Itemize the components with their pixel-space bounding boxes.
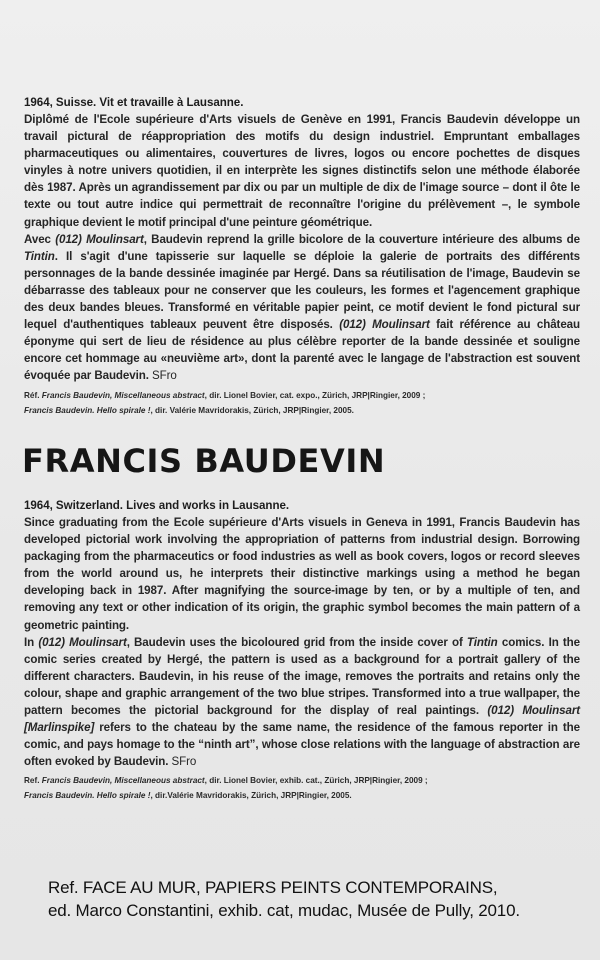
text-run: . Il s'agit d'une tapisserie sur laquelle se déploie la galerie de portraits des différents personnages de la bande dessinée imaginée par Hergé. Dans sa réutilisation de l'image, Baudevin se débarrasse des tableaux pour ne conserver que les couleurs, les formes et l'agencement graphique des deux bandes bleues. Transformé en véritable papier peint, ce motif devient le fond pictural sur lequel d'authentiques tableaux peuvent être disposés.	[24, 249, 580, 332]
caption-line-1: Ref. FACE AU MUR, PAPIERS PEINTS CONTEMPORAINS,	[48, 878, 498, 897]
reference-title: Francis Baudevin, Miscellaneous abstract	[41, 776, 205, 786]
artwork-title: (012) Moulinsart [Marlinspike]	[24, 704, 580, 735]
text-run: In	[24, 635, 39, 649]
text-run: Réf.	[24, 390, 42, 400]
author-signature: SFro	[171, 755, 197, 769]
reference-line	[24, 773, 580, 788]
artwork-title: (012) Moulinsart	[339, 318, 430, 332]
author-signature: SFro	[151, 369, 177, 383]
text-run: fait référence au château éponyme qui sert de lieu de résidence au plus célèbre reporter de la bande dessinée et souligne encore cet hommage au «neuvième art», dont la parenté avec le langage de l'abstraction est souvent évoquée par Baudevin.	[24, 318, 580, 383]
text-run: , dir. Valérie Mavridorakis, Zürich, JRP|Ringier, 2005.	[150, 405, 354, 415]
french-paragraph-1: Diplômé de l'Ecole supérieure d'Arts visuels de Genève en 1991, Francis Baudevin développe un travail pictural de réappropriation des motifs du design industriel. Empruntant emballages pharmaceutiques ou alimentaires, couvertures de livres, logos ou encore pochettes de disques vinyles à notre univers quotidien, il en interprète les signes distinctifs selon une méthode élaborée dès 1987. Après un agrandissement par dix ou par un multiple de dix de l'image source – dont il ôte le texte ou tout autre indice qui permettrait de reconnaître l'origine du prélèvement –, le symbole graphique devient le motif principal d'une peinture géométrique.	[24, 113, 580, 229]
artist-name-heading: FRANCIS BAUDEVIN	[22, 442, 386, 480]
reference-title: Francis Baudevin, Miscellaneous abstract	[41, 390, 205, 400]
reference-title: Francis Baudevin. Hello spirale !	[24, 791, 151, 801]
french-text-section	[24, 94, 580, 418]
artwork-title: (012) Moulinsart	[55, 232, 144, 246]
french-paragraph-2	[24, 231, 580, 385]
english-subhead: 1964, Switzerland. Lives and works in Lausanne.	[24, 499, 290, 512]
text-run: Ref.	[24, 776, 42, 786]
text-run: comics. In the comic series created by Hergé, the pattern is used as a background for a portrait gallery of the different characters. Baudevin, in his reuse of the image, removes the portraits and retains only the colour, shape and graphic arrangement of the two blue stripes. Transformed into a true wallpaper, the pattern becomes the pictorial background for the display of real paintings.	[24, 635, 580, 718]
reference-line	[24, 788, 580, 803]
text-run: , dir. Lionel Bovier, exhib. cat., Zürich, JRP|Ringier, 2009 ;	[204, 776, 428, 786]
french-references	[24, 388, 580, 418]
text-run: , Baudevin reprend la grille bicolore de la couverture intérieure des albums de	[143, 232, 580, 246]
english-text-section	[24, 497, 580, 803]
caption-line-2: ed. Marco Constantini, exhib. cat, mudac, Musée de Pully, 2010.	[48, 901, 520, 920]
english-paragraph-1: Since graduating from the Ecole supérieure d'Arts visuels in Geneva in 1991, Francis Baudevin has developed pictorial work involving the appropriation of patterns from industrial design. Borrowing packaging from the pharmaceutics or food industries as well as book covers, logos or record sleeves from the world around us, he interprets their distinctive markings using a method he began developing back in 1987. After magnifying the source-image by ten, or by a multiple of ten, and removing any text or other indication of its origin, the graphic symbol becomes the main pattern of a geometric painting.	[24, 516, 580, 632]
reference-line	[24, 388, 580, 403]
english-paragraph-2	[24, 634, 580, 771]
text-run: , dir.Valérie Mavridorakis, Zürich, JRP|Ringier, 2005.	[150, 791, 352, 801]
french-subhead: 1964, Suisse. Vit et travaille à Lausanne.	[24, 96, 244, 109]
text-run: , Baudevin uses the bicoloured grid from the inside cover of	[126, 635, 467, 649]
source-caption	[48, 876, 588, 922]
reference-title: Francis Baudevin. Hello spirale !	[24, 405, 151, 415]
artwork-title: (012) Moulinsart	[38, 635, 127, 649]
english-references	[24, 773, 580, 803]
reference-line	[24, 403, 580, 418]
text-run: , dir. Lionel Bovier, cat. expo., Zürich, JRP|Ringier, 2009 ;	[204, 390, 426, 400]
comic-title: Tintin	[466, 635, 498, 649]
text-run: refers to the chateau by the same name, the residence of the famous reporter in the comic, and pays homage to the “ninth art”, whose close relations with the language of abstraction are often evoked by Baudevin.	[24, 721, 580, 769]
comic-title: Tintin	[24, 249, 55, 263]
text-run: Avec	[24, 232, 56, 246]
